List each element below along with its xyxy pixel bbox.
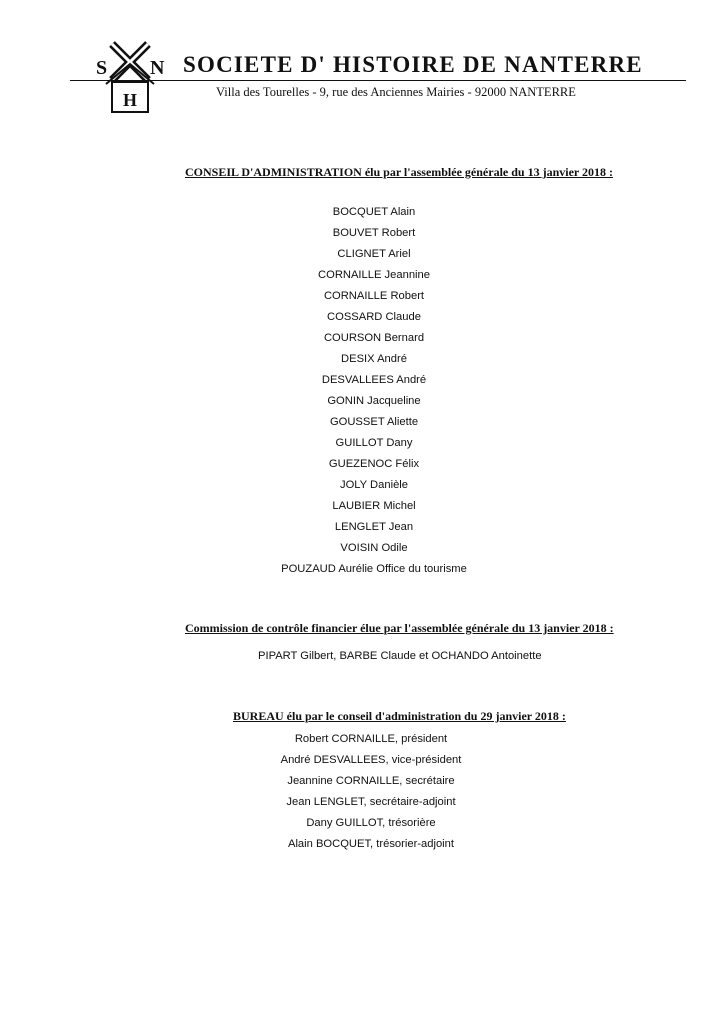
- commission-members: PIPART Gilbert, BARBE Claude et OCHANDO Antoinette: [258, 650, 542, 662]
- list-item: GUILLOT Dany: [335, 437, 413, 449]
- list-item: DESIX André: [341, 353, 407, 365]
- list-item: GONIN Jacqueline: [327, 395, 421, 407]
- windmill-house-logo-icon: [96, 40, 166, 116]
- list-item: GUEZENOC Félix: [328, 458, 420, 470]
- bureau-heading: BUREAU élu par le conseil d'administration du 29 janvier 2018 :: [233, 709, 566, 723]
- list-item: CORNAILLE Robert: [323, 290, 425, 302]
- list-item: LAUBIER Michel: [332, 500, 416, 512]
- list-item: COSSARD Claude: [327, 311, 421, 323]
- conseil-heading: CONSEIL D'ADMINISTRATION élu par l'assemblée générale du 13 janvier 2018 :: [185, 165, 614, 179]
- logo-letter-h: H: [123, 90, 138, 110]
- list-item: Jean LENGLET, secrétaire-adjoint: [286, 796, 456, 808]
- list-item: VOISIN Odile: [340, 542, 408, 554]
- list-item: POUZAUD Aurélie Office du tourisme: [281, 563, 467, 575]
- list-item: GOUSSET Aliette: [329, 416, 419, 428]
- list-item: DESVALLEES André: [321, 374, 427, 386]
- list-item: Alain BOCQUET, trésorier-adjoint: [287, 838, 454, 850]
- list-item: COURSON Bernard: [323, 332, 425, 344]
- list-item: Dany GUILLOT, trésorière: [306, 817, 436, 829]
- list-item: JOLY Danièle: [340, 479, 408, 491]
- logo-letter-s: S: [96, 57, 108, 79]
- header-divider: [70, 80, 686, 81]
- list-item: LENGLET Jean: [334, 521, 414, 533]
- list-item: CLIGNET Ariel: [337, 248, 411, 260]
- organization-title: SOCIETE D' HISTOIRE DE NANTERRE: [183, 52, 643, 77]
- list-item: Jeannine CORNAILLE, secrétaire: [287, 775, 455, 787]
- list-item: BOUVET Robert: [332, 227, 416, 239]
- list-item: BOCQUET Alain: [332, 206, 416, 218]
- organization-address: Villa des Tourelles - 9, rue des Anciennes Mairies - 92000 NANTERRE: [216, 85, 576, 99]
- list-item: André DESVALLEES, vice-président: [280, 754, 462, 766]
- conseil-member-list: [0, 202, 724, 580]
- logo-letter-n: N: [150, 57, 165, 79]
- commission-heading: Commission de contrôle financier élue par l'assemblée générale du 13 janvier 2018 :: [185, 621, 614, 635]
- list-item: Robert CORNAILLE, président: [294, 733, 448, 745]
- list-item: CORNAILLE Jeannine: [318, 269, 430, 281]
- bureau-member-list: [0, 729, 724, 855]
